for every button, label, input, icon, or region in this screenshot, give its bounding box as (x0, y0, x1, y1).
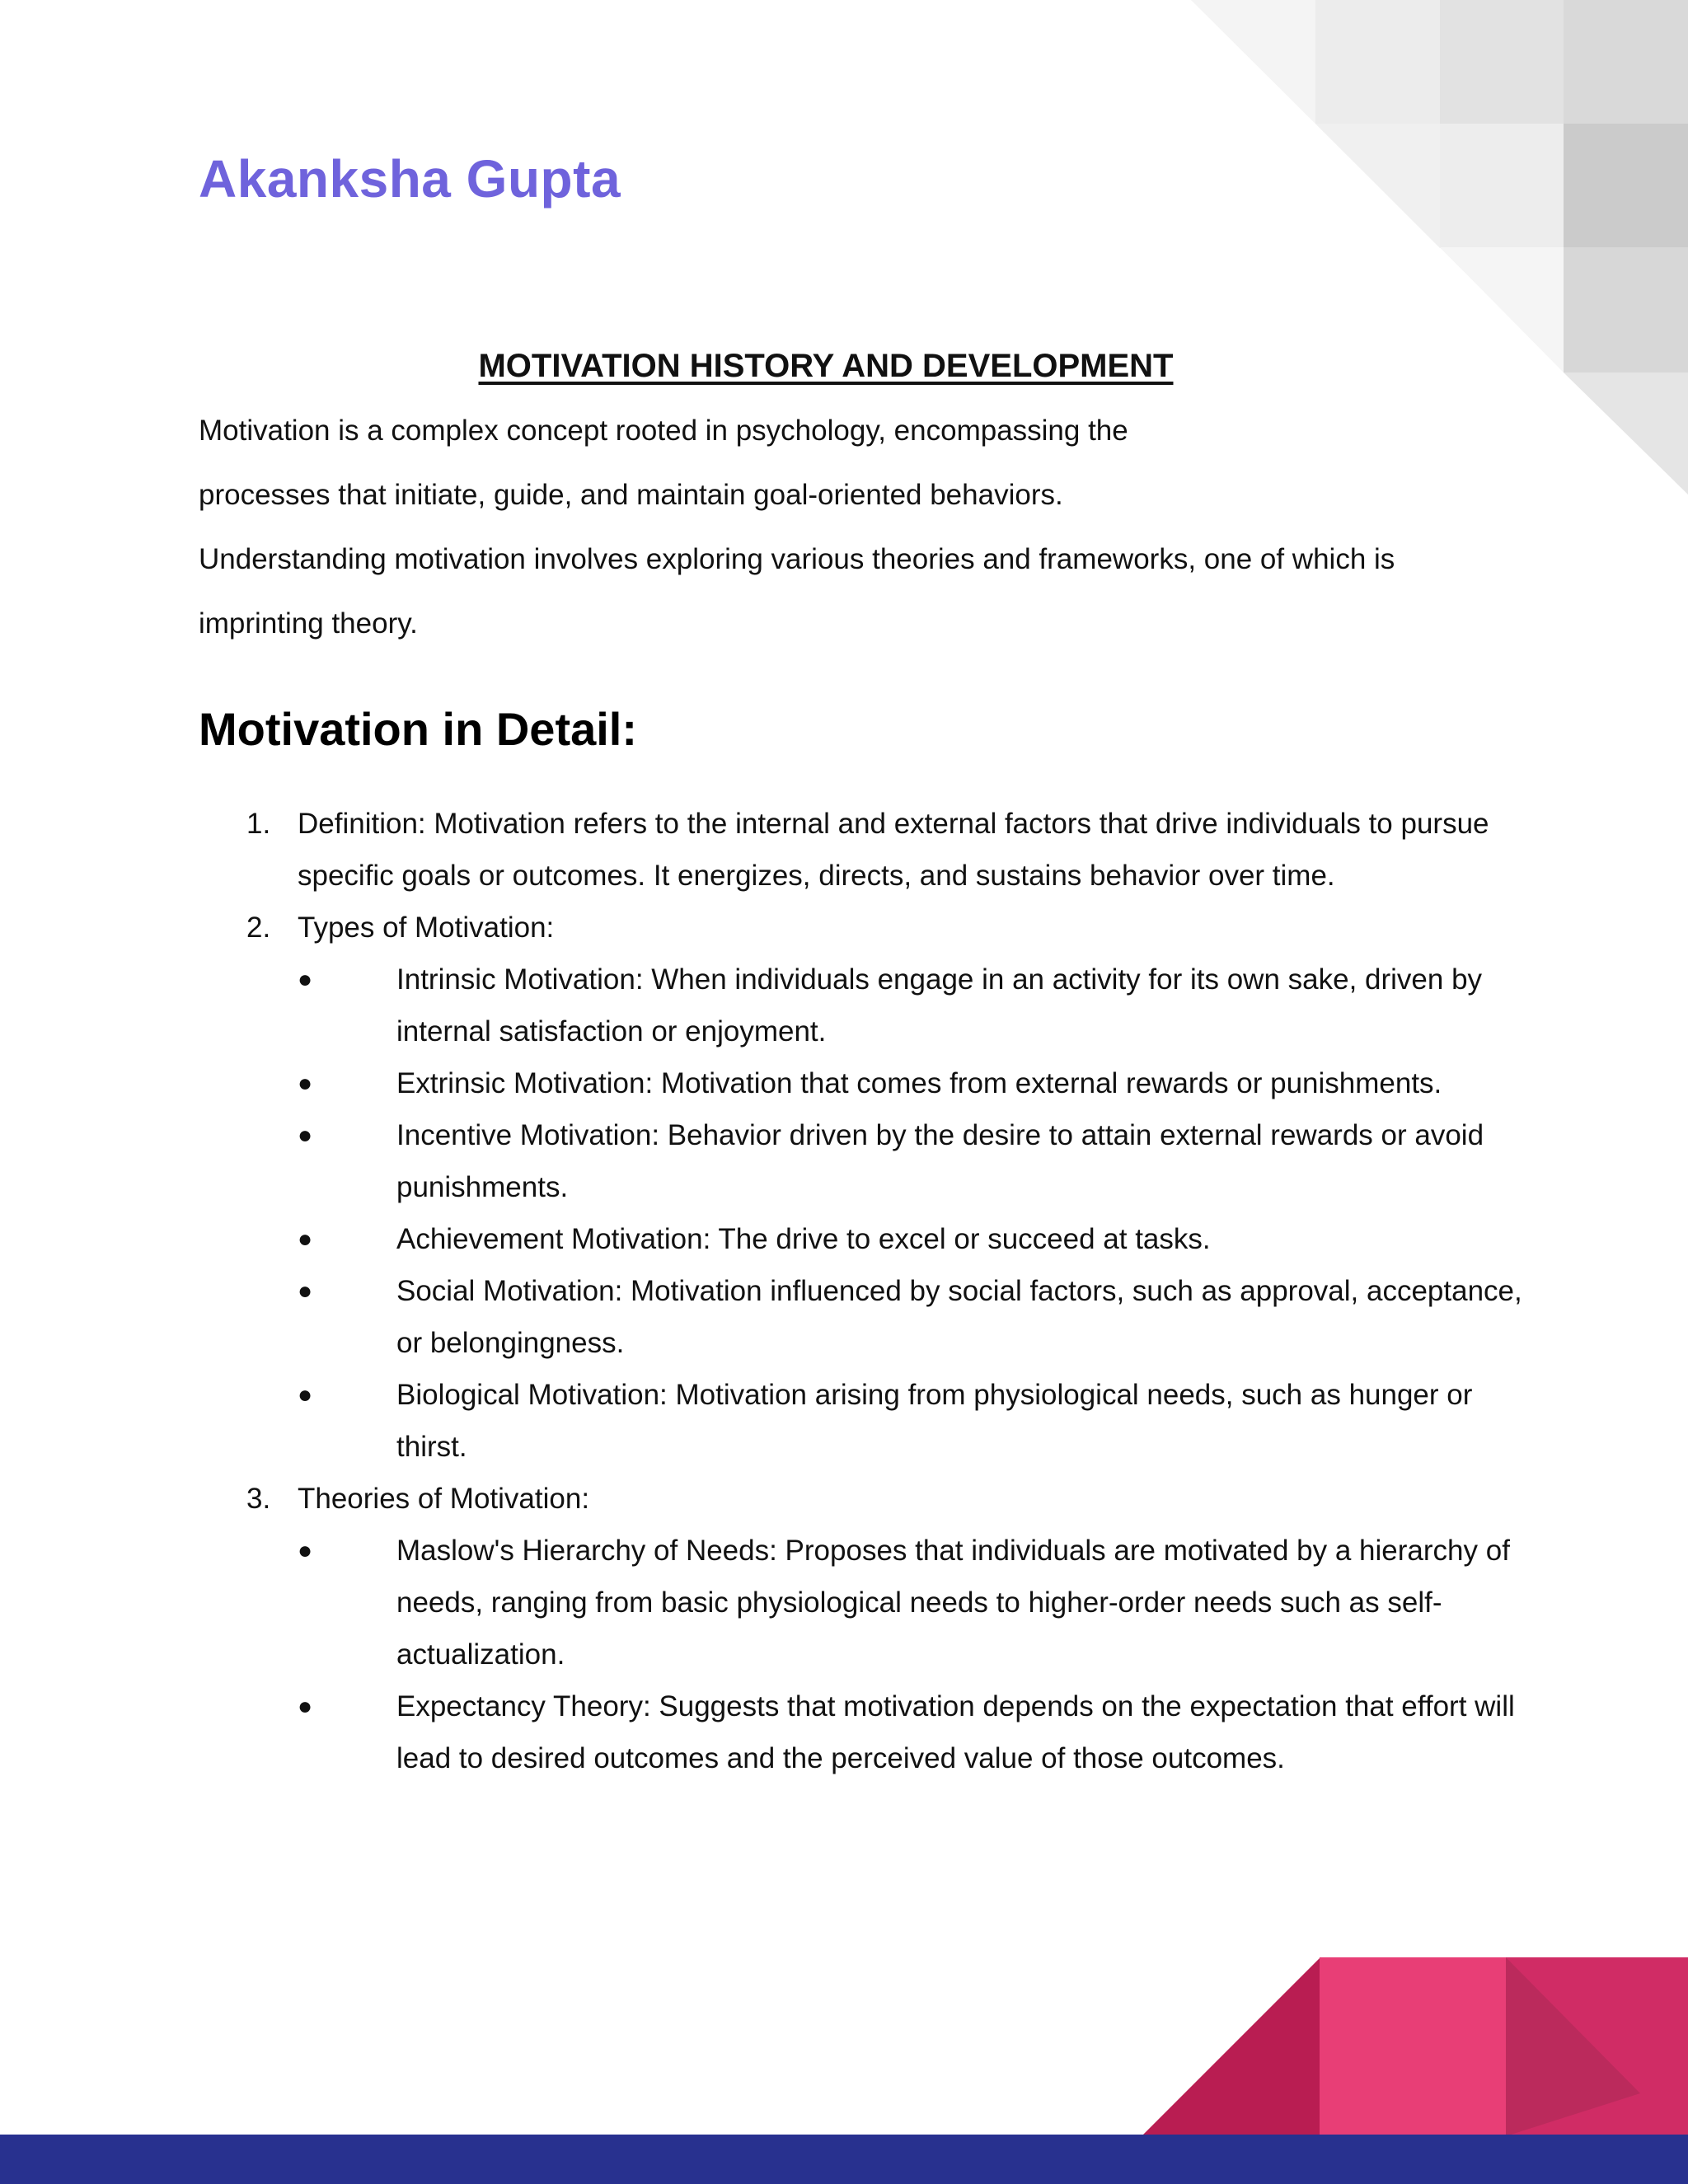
bullet-text: Incentive Motivation: Behavior driven by the desire to attain external rewards or avoid punishments. (396, 1119, 1484, 1203)
list-item (199, 902, 1534, 1473)
bullet-text: Intrinsic Motivation: When individuals engage in an activity for its own sake, driven by internal satisfaction or enjoyment. (396, 963, 1483, 1047)
bullet-glyph: ● (298, 1537, 313, 1564)
bullet-text: Expectancy Theory: Suggests that motivation depends on the expectation that effort will lead to desired outcomes and the perceived value of those outcomes. (396, 1690, 1515, 1774)
crimson-triangle (1142, 1957, 1320, 2136)
list-number: 2. (246, 912, 271, 944)
numbered-list (199, 798, 1534, 1784)
bullet-item (298, 954, 1534, 1057)
list-item (199, 798, 1534, 902)
author-name: Akanksha Gupta (199, 149, 621, 209)
bullet-list (298, 954, 1534, 1473)
bullet-glyph: ● (298, 1277, 313, 1305)
bullet-glyph: ● (298, 1226, 313, 1253)
list-number: 1. (246, 808, 271, 840)
gray-block (1564, 0, 1688, 124)
gray-block (1315, 124, 1440, 248)
crimson-shade (1506, 1957, 1640, 2136)
bullet-text: Maslow's Hierarchy of Needs: Proposes that individuals are motivated by a hierarchy of needs, ranging from basic physiological needs to higher-order needs such as self-actualization. (396, 1535, 1510, 1671)
bullet-text: Biological Motivation: Motivation arising from physiological needs, such as hunger or thirst. (396, 1379, 1473, 1463)
bullet-item (298, 1265, 1534, 1369)
gray-block (1315, 0, 1441, 124)
intro-line: processes that initiate, guide, and maintain goal-oriented behaviors. (199, 479, 1063, 511)
bullet-glyph: ● (298, 1693, 313, 1720)
bullet-text: Achievement Motivation: The drive to excel or succeed at tasks. (396, 1223, 1211, 1255)
bullet-item (298, 1109, 1534, 1213)
pink-block (1320, 1957, 1507, 2136)
bullet-item (298, 1369, 1534, 1473)
gray-block (1440, 0, 1564, 124)
bullet-item (298, 1213, 1534, 1265)
list-item-text: Definition: Motivation refers to the internal and external factors that drive individuals to pursue specific goals or outcomes. It energizes, directs, and sustains behavior over time. (298, 808, 1489, 892)
list-item-text: Theories of Motivation: (298, 1483, 590, 1515)
intro-line: Understanding motivation involves exploring various theories and frameworks, one of which is (199, 543, 1395, 575)
gray-block (1440, 124, 1564, 248)
bullet-list (298, 1525, 1534, 1784)
list-item-text: Types of Motivation: (298, 912, 555, 944)
intro-line: imprinting theory. (199, 607, 418, 640)
section-heading: Motivation in Detail: (199, 703, 637, 755)
footer-bar (0, 2135, 1688, 2184)
list-number: 3. (246, 1483, 271, 1515)
list-item (199, 1473, 1534, 1784)
intro-line: Motivation is a complex concept rooted in psychology, encompassing the (199, 415, 1128, 447)
bullet-item (298, 1525, 1534, 1680)
bullet-text: Social Motivation: Motivation influenced by social factors, such as approval, acceptance, or belongingness. (396, 1275, 1522, 1359)
bullet-glyph: ● (298, 1122, 313, 1149)
bullet-text: Extrinsic Motivation: Motivation that comes from external rewards or punishments. (396, 1067, 1442, 1099)
crimson-block (1506, 1957, 1688, 2136)
bullet-glyph: ● (298, 1070, 313, 1097)
bullet-glyph: ● (298, 1381, 313, 1408)
gray-block (1564, 124, 1688, 248)
bullet-glyph: ● (298, 966, 313, 993)
document-title: MOTIVATION HISTORY AND DEVELOPMENT (478, 348, 1174, 384)
bullet-item (298, 1057, 1534, 1109)
intro-paragraph (199, 399, 1517, 656)
gray-block (1564, 373, 1688, 494)
bullet-item (298, 1680, 1534, 1784)
